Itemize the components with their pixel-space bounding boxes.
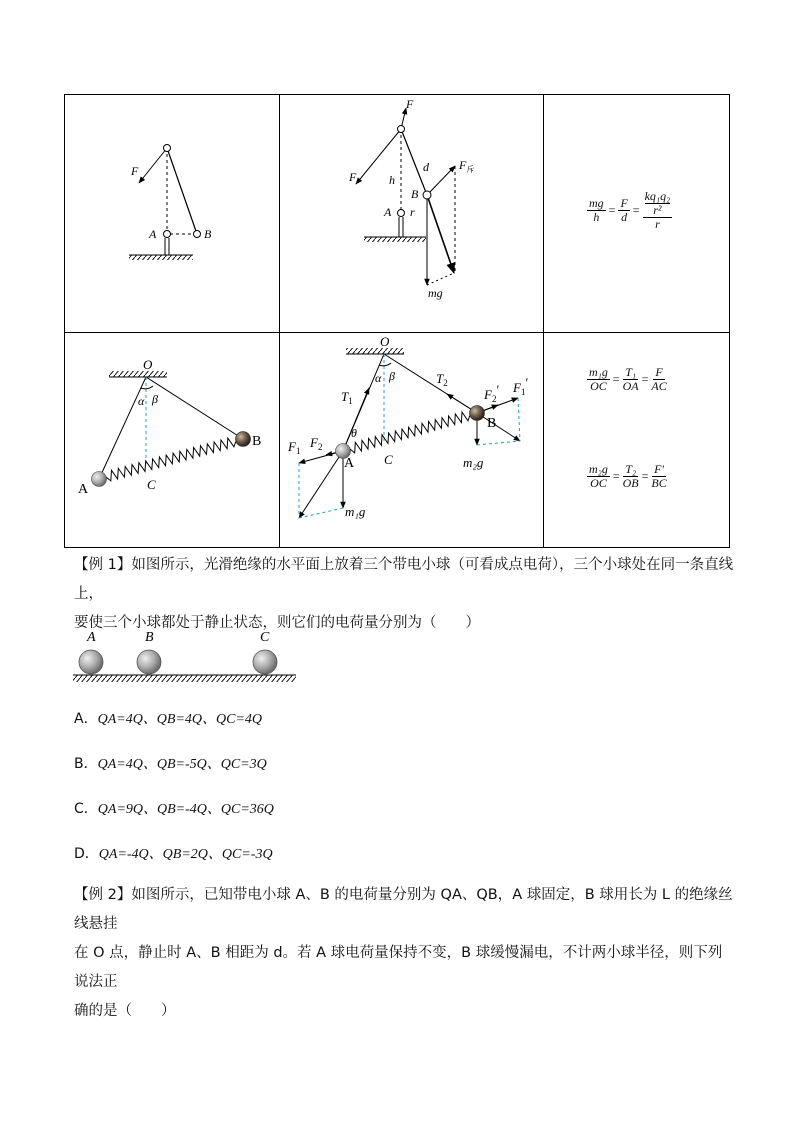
label-F: F xyxy=(131,164,139,178)
label-F-rep: $F_斥$ xyxy=(459,158,475,174)
label-C: C xyxy=(147,477,156,492)
label-F2-prime: $F_2'$ xyxy=(484,382,500,404)
fig-r1c3 xyxy=(544,95,729,332)
label-alpha: α xyxy=(138,394,145,408)
fig-r2c1 xyxy=(65,333,279,547)
fig-r1c2 xyxy=(280,95,543,332)
label-A: A xyxy=(149,227,157,241)
example2-line1: 【例 2】如图所示，已知带电小球 A、B 的电荷量分别为 QA、QB，A 球固定，B 球用长为 L 的绝缘丝线悬挂 xyxy=(74,887,733,932)
label-T1: $T_1$ xyxy=(341,389,353,406)
label-mg: mg xyxy=(428,286,443,300)
fig-r2c2 xyxy=(280,333,543,547)
label-beta: β xyxy=(152,392,158,406)
label-d: d xyxy=(423,160,429,174)
label-A: A xyxy=(344,456,355,471)
example2-line3: 确的是（ ） xyxy=(74,1003,176,1019)
label-F-left: F xyxy=(349,170,357,184)
option-D[interactable]: D．QA=-4Q、QB=2Q、QC=-3Q xyxy=(74,846,273,862)
label-B: B xyxy=(487,416,497,431)
label-B: B xyxy=(204,227,212,241)
label-B: B xyxy=(411,187,419,201)
ball-label-A: A xyxy=(87,630,96,645)
option-B[interactable]: B．QA=4Q、QB=-5Q、QC=3Q xyxy=(74,756,267,772)
option-A[interactable]: A．QA=4Q、QB=4Q、QC=4Q xyxy=(74,711,263,727)
label-A: A xyxy=(384,205,392,219)
label-m2g: m₂g xyxy=(463,455,484,470)
example2-question xyxy=(74,881,734,1026)
label-F1: $F_1$ xyxy=(288,439,301,456)
label-A: A xyxy=(78,482,89,497)
example1-line1: 【例 1】如图所示，光滑绝缘的水平面上放着三个带电小球（可看成点电荷），三个小球处在同一条直线上， xyxy=(74,557,734,602)
label-F1-prime: $F_1'$ xyxy=(513,375,529,397)
ball-label-C: C xyxy=(260,630,270,645)
formula-eq1: $\frac{\text{m₁g}}{OC}$ = $\frac{\text{T₁}}{OA}$ = $\frac{F}{AC}$ xyxy=(589,365,667,393)
figure-table xyxy=(64,94,730,548)
label-r: r xyxy=(410,205,415,219)
fig-r1c1 xyxy=(65,95,279,332)
example1-line2: 要使三个小球都处于静止状态，则它们的电荷量分别为（ ） xyxy=(74,615,480,631)
example2-line2: 在 O 点，静止时 A、B 相距为 d。若 A 球电荷量保持不变，B 球缓慢漏电，不计两小球半径，则下列说法正 xyxy=(74,945,723,990)
formula-eq2: $\frac{\text{m₂g}}{OC}$ = $\frac{\text{T₂}}{OB}$ = $\frac{F'}{BC}$ xyxy=(589,462,667,490)
formula-coulomb-similar-triangles: $\frac{mg}{h}$ = $\frac{F}{d}$ = kq₁q₂ r² r xyxy=(589,189,671,231)
label-C: C xyxy=(384,452,393,467)
label-B: B xyxy=(252,434,262,449)
fig-r2c3 xyxy=(544,333,729,547)
label-beta: β xyxy=(389,369,395,383)
label-h: h xyxy=(389,173,395,187)
label-O: O xyxy=(380,334,390,349)
label-alpha: α xyxy=(375,371,382,385)
label-F2: $F_2$ xyxy=(310,435,323,452)
label-m1g: m₁g xyxy=(345,504,366,519)
label-O: O xyxy=(143,357,153,372)
label-T2: $T_2$ xyxy=(436,371,448,388)
label-theta: θ xyxy=(351,426,357,440)
example1-figure xyxy=(70,624,300,690)
ball-label-B: B xyxy=(145,630,154,645)
option-C[interactable]: C．QA=9Q、QB=-4Q、QC=36Q xyxy=(74,801,274,817)
label-F-top: F xyxy=(406,97,414,111)
